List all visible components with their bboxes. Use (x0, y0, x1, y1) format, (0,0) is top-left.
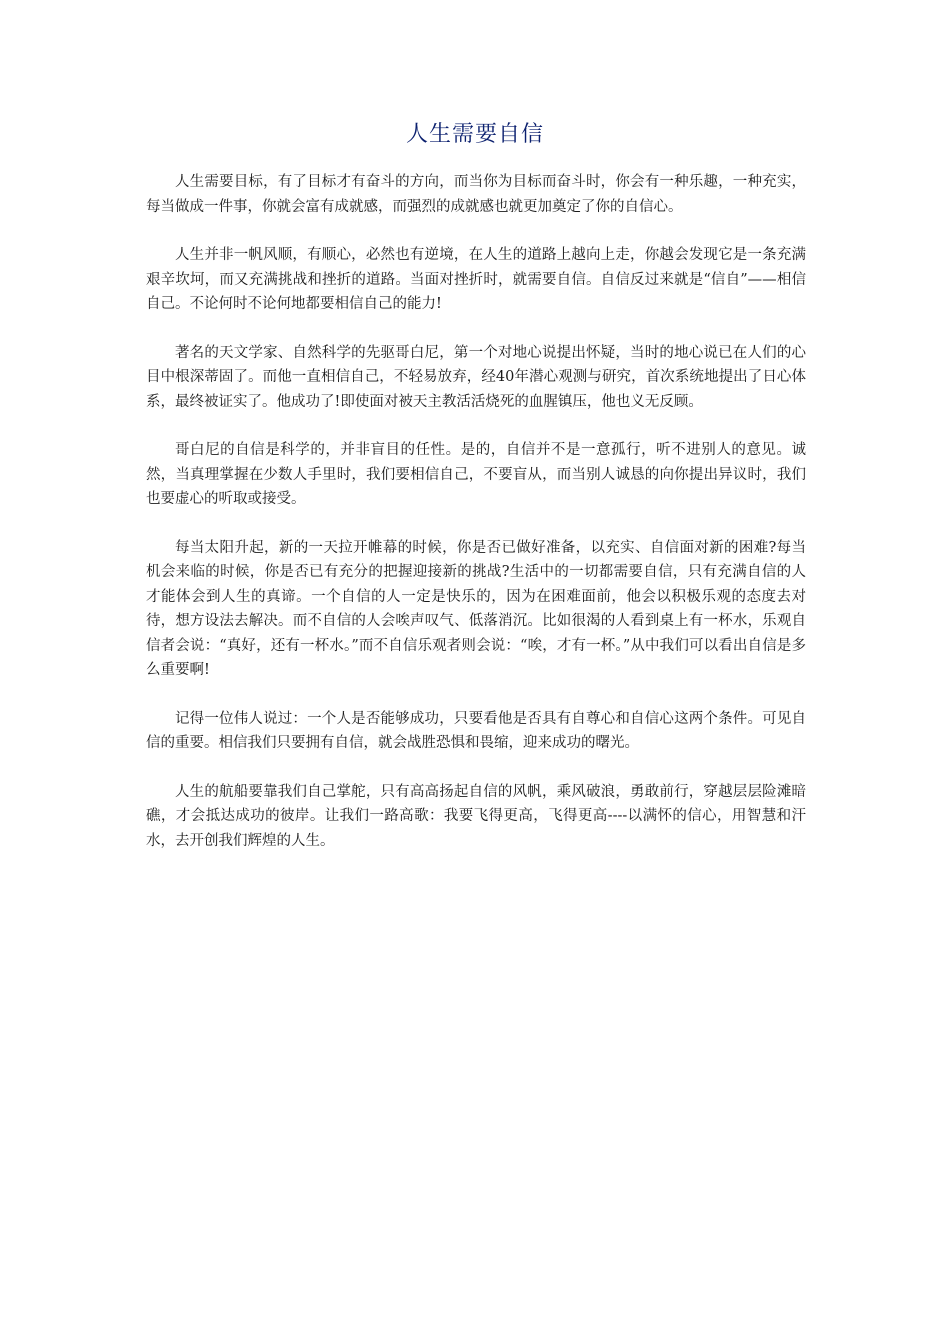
paragraph-2: 人生并非一帆风顺，有顺心，必然也有逆境，在人生的道路上越向上走，你越会发现它是一条充满艰辛坎坷，而又充满挑战和挫折的道路。当面对挫折时，就需要自信。自信反过来就是“信自”——相信自己。不论何时不论何地都要相信自己的能力! (146, 247, 806, 312)
paragraph-1: 人生需要目标，有了目标才有奋斗的方向，而当你为目标而奋斗时，你会有一种乐趣，一种充实，每当做成一件事，你就会富有成就感，而强烈的成就感也就更加奠定了你的自信心。 (146, 174, 806, 215)
document-title: 人生需要自信 (405, 122, 544, 147)
document-body (146, 170, 806, 877)
paragraph-4: 哥白尼的自信是科学的，并非盲目的任性。是的，自信并不是一意孤行，听不进别人的意见。诚然，当真理掌握在少数人手里时，我们要相信自己，不要盲从，而当别人诚恳的向你提出异议时，我们也要虚心的听取或接受。 (146, 442, 806, 507)
paragraph-6: 记得一位伟人说过：一个人是否能够成功，只要看他是否具有自尊心和自信心这两个条件。可见自信的重要。相信我们只要拥有自信，就会战胜恐惧和畏缩，迎来成功的曙光。 (146, 710, 806, 751)
paragraph-7: 人生的航船要靠我们自己掌舵，只有高高扬起自信的风帆，乘风破浪，勇敢前行，穿越层层险滩暗礁，才会抵达成功的彼岸。让我们一路高歌：我要飞得更高，飞得更高----以满怀的信心，用智慧和汗水，去开创我们辉煌的人生。 (146, 783, 806, 849)
paragraph-5: 每当太阳升起，新的一天拉开帷幕的时候，你是否已做好准备，以充实、自信面对新的困难?每当机会来临的时候，你是否已有充分的把握迎接新的挑战?生活中的一切都需要自信，只有充满自信的人才能体会到人生的真谛。一个自信的人一定是快乐的，因为在困难面前，他会以积极乐观的态度去对待，想方设法去解决。而不自信的人会唉声叹气、低落消沉。比如很渴的人看到桌上有一杯水，乐观自信者会说：“真好，还有一杯水。”而不自信乐观者则会说：“唉，才有一杯。”从中我们可以看出自信是多么重要啊! (146, 539, 806, 678)
paragraph-3: 著名的天文学家、自然科学的先驱哥白尼，第一个对地心说提出怀疑，当时的地心说已在人们的心目中根深蒂固了。而他一直相信自己，不轻易放弃，经40年潜心观测与研究，首次系统地提出了日心体系，最终被证实了。他成功了!即使面对被天主教活活烧死的血腥镇压，他也义无反顾。 (146, 344, 806, 410)
